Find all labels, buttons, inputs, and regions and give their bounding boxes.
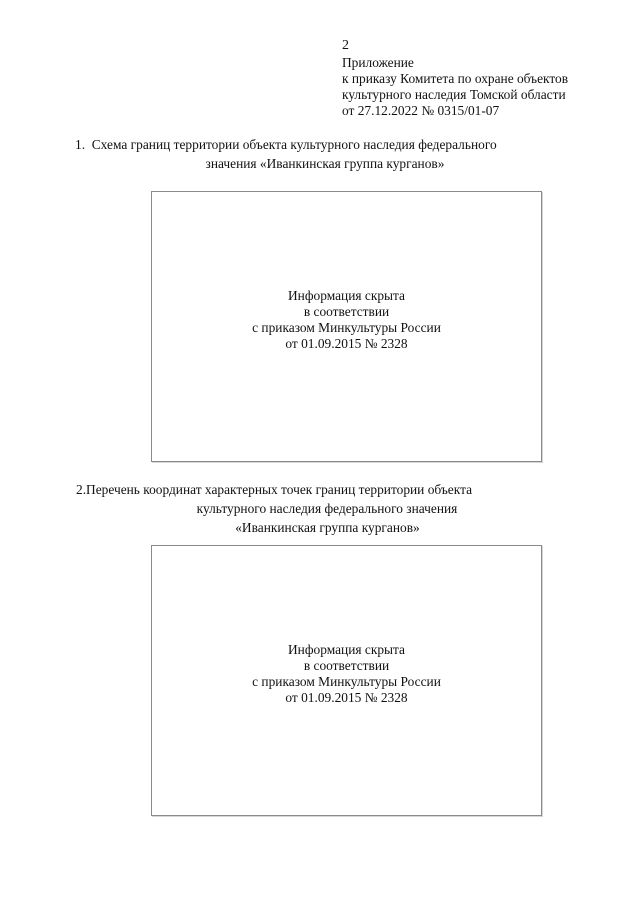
hidden-info-line-1: Информация скрыта xyxy=(288,642,405,657)
hidden-info-line-4: от 01.09.2015 № 2328 xyxy=(285,690,408,705)
hidden-info-notice xyxy=(152,288,541,352)
section-1-number: 1. xyxy=(75,137,86,152)
appendix-authority-line: культурного наследия Томской области xyxy=(342,87,566,102)
section-1-heading xyxy=(0,135,640,173)
section-2-heading-line-2: культурного наследия федерального значения xyxy=(196,501,458,516)
appendix-date-line: от 27.12.2022 № 0315/01-07 xyxy=(342,103,500,118)
coordinates-list-placeholder xyxy=(151,545,542,816)
section-2-heading-line-3: «Иванкинская группа курганов» xyxy=(235,520,420,535)
hidden-info-line-2: в соответствии xyxy=(303,304,390,319)
appendix-order-line: к приказу Комитета по охране объектов xyxy=(342,71,569,86)
section-1-heading-line-1 xyxy=(75,135,640,154)
section-2-heading xyxy=(0,480,640,537)
hidden-info-line-3: с приказом Минкультуры России xyxy=(252,320,441,335)
page-number: 2 xyxy=(342,38,349,53)
section-1-heading-line-2: значения «Иванкинская группа курганов» xyxy=(205,156,445,171)
section-1-title: Схема границ территории объекта культурного наследия федерального xyxy=(91,137,497,152)
hidden-info-notice xyxy=(152,642,541,706)
hidden-info-line-2: в соответствии xyxy=(303,658,390,673)
appendix-title: Приложение xyxy=(342,55,414,70)
hidden-info-line-3: с приказом Минкультуры России xyxy=(252,674,441,689)
appendix-reference xyxy=(342,55,632,119)
boundary-scheme-placeholder xyxy=(151,191,542,462)
hidden-info-line-4: от 01.09.2015 № 2328 xyxy=(285,336,408,351)
section-2-heading-line-1: 2.Перечень координат характерных точек границ территории объекта xyxy=(76,482,473,497)
hidden-info-line-1: Информация скрыта xyxy=(288,288,405,303)
